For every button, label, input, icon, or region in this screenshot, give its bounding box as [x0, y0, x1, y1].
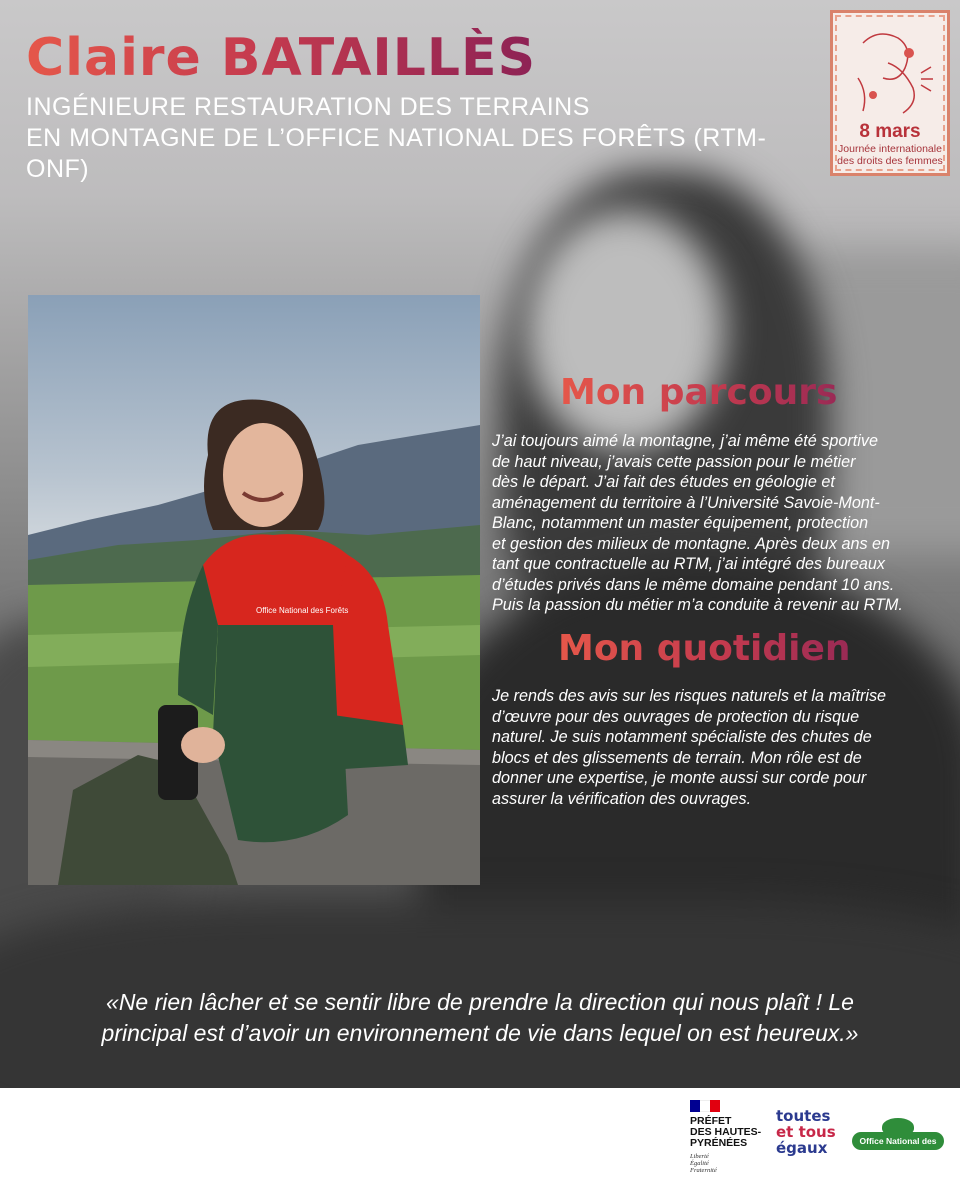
flower-icon	[869, 91, 877, 99]
section-body-parcours	[492, 431, 937, 616]
toutes-line-1: toutes	[776, 1107, 831, 1125]
prefet-line-1: PRÉFET	[690, 1115, 732, 1127]
quotidien-line: blocs et des glissements de terrain. Mon rôle est de	[492, 748, 862, 767]
quotidien-line: Je rends des avis sur les risques naturels et la maîtrise	[492, 687, 887, 705]
prefet-line-3: PYRÉNÉES	[690, 1137, 748, 1149]
job-title-line-2: EN MONTAGNE DE L’OFFICE NATIONAL DES FORÊTS (RTM-ONF)	[26, 124, 767, 183]
parcours-line: aménagement du territoire à l’Université Savoie-Mont-	[492, 493, 880, 512]
face	[223, 423, 303, 527]
quote	[20, 987, 940, 1049]
parcours-line: J’ai toujours aimé la montagne, j’ai même été sportive	[492, 432, 878, 450]
prefet-logo	[690, 1100, 780, 1174]
toutes-line-2: et tous	[776, 1123, 836, 1141]
republic-motto	[690, 1153, 780, 1174]
stamp-caption-line-1: Journée internationale	[838, 143, 942, 155]
flower-icon	[904, 48, 914, 58]
portrait-illustration	[28, 295, 480, 885]
womens-day-stamp	[830, 10, 950, 176]
parcours-line: Blanc, notamment un master équipement, protection	[492, 514, 869, 532]
parcours-line: dès le départ. J’ai fait des études en géologie et	[492, 473, 835, 491]
fleece-jacket-bottom	[213, 625, 348, 842]
portrait-photo	[28, 295, 480, 885]
parcours-line: de haut niveau, j’avais cette passion pour le métier	[492, 452, 856, 471]
motto-line-3: Fraternité	[690, 1167, 717, 1174]
quotidien-line: assurer la vérification des ouvrages.	[492, 789, 752, 808]
parcours-line: d’études privés dans le même domaine pendant 10 ans.	[492, 575, 895, 594]
french-flag-icon	[690, 1100, 720, 1112]
section-body-quotidien	[492, 686, 937, 809]
leaf-icon	[921, 67, 933, 91]
jacket-logo-text: Office National des Forêts	[256, 606, 349, 615]
onf-logo	[852, 1118, 944, 1164]
quote-line-1: «Ne rien lâcher et se sentir libre de prendre la direction qui nous plaît ! Le	[106, 989, 854, 1015]
stamp-date: 8 mars	[859, 121, 921, 142]
motto-line-1: Liberté	[690, 1153, 709, 1160]
person-name: Claire BATAILLÈS	[26, 28, 537, 88]
section-title-quotidien: Mon quotidien	[558, 628, 851, 669]
parcours-line: et gestion des milieux de montagne. Après deux ans en	[492, 534, 891, 553]
job-title-line-1: INGÉNIEURE RESTAURATION DES TERRAINS	[26, 93, 590, 121]
stamp-caption	[835, 143, 945, 167]
job-title	[26, 92, 826, 185]
toutes-line-3: égaux	[776, 1139, 828, 1157]
parcours-line: Puis la passion du métier m’a conduite à revenir au RTM.	[492, 596, 903, 614]
motto-line-2: Égalité	[690, 1160, 709, 1167]
toutes-et-tous-egaux-logo	[776, 1108, 846, 1156]
parcours-line: tant que contractuelle au RTM, j’ai intégré des bureaux	[492, 555, 885, 573]
onf-label: Office National des Forêts	[852, 1132, 944, 1150]
section-title-parcours: Mon parcours	[560, 372, 838, 413]
quote-line-2: principal est d’avoir un environnement de vie dans lequel on est heureux.»	[101, 1020, 859, 1046]
prefet-name	[690, 1116, 780, 1149]
stamp-caption-line-2: des droits des femmes	[837, 155, 943, 167]
background-blur-face	[525, 210, 725, 450]
quotidien-line: donner une expertise, je monte aussi sur corde pour	[492, 769, 867, 787]
quotidien-line: naturel. Je suis notamment spécialiste des chutes de	[492, 728, 872, 746]
hands	[181, 727, 225, 763]
quotidien-line: d’œuvre pour des ouvrages de protection du risque	[492, 707, 860, 726]
prefet-line-2: DES HAUTES-	[690, 1126, 762, 1138]
stamp-illustration	[843, 23, 937, 123]
